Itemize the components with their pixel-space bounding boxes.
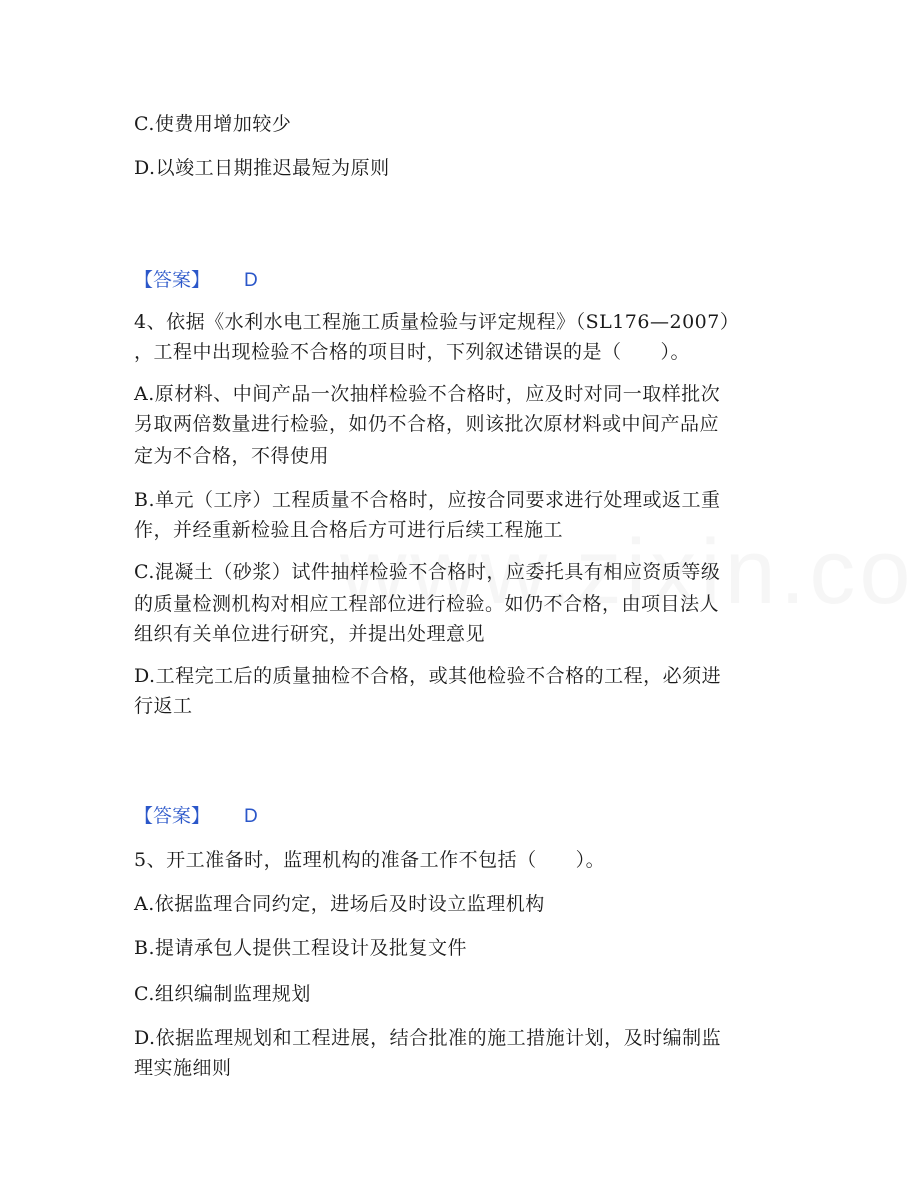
- q4-option-c-line-2: 的质量检测机构对相应工程部位进行检验。如仍不合格，由项目法人: [134, 593, 720, 615]
- q5-option-d-line-1: D.依据监理规划和工程进展，结合批准的施工措施计划，及时编制监: [134, 1027, 722, 1049]
- q4-option-a-line-2: 另取两倍数量进行检验，如仍不合格，则该批次原材料或中间产品应: [134, 413, 720, 435]
- q5-stem-line-1: 5、开工准备时，监理机构的准备工作不包括（ ）。: [134, 849, 606, 871]
- prev-option-d: D.以竣工日期推迟最短为原则: [134, 157, 390, 179]
- q4-option-c-line-3: 组织有关单位进行研究，并提出处理意见: [134, 623, 486, 645]
- q4-option-b-line-2: 作，并经重新检验且合格后方可进行后续工程施工: [134, 519, 564, 541]
- q4-option-d-line-2: 行返工: [134, 695, 193, 717]
- q4-stem-line-1: 4、依据《水利水电工程施工质量检验与评定规程》（SL176—2007）: [134, 311, 740, 333]
- q4-option-b-line-1: B.单元（工序）工程质量不合格时，应按合同要求进行处理或返工重: [134, 489, 721, 511]
- answer-value: D: [244, 806, 258, 827]
- answer-label: 【答案】: [134, 269, 211, 291]
- q4-option-a-line-3: 定为不合格，不得使用: [134, 445, 330, 467]
- answer-4: [134, 800, 258, 833]
- answer-value: D: [244, 270, 258, 291]
- q4-option-a-line-1: A.原材料、中间产品一次抽样检验不合格时，应及时对同一取样批次: [134, 383, 721, 405]
- answer-3: [134, 264, 258, 297]
- q5-option-c-line-1: C.组织编制监理规划: [134, 983, 311, 1005]
- q4-option-d-line-1: D.工程完工后的质量抽检不合格，或其他检验不合格的工程，必须进: [134, 665, 722, 687]
- q5-option-a-line-1: A.依据监理合同约定，进场后及时设立监理机构: [134, 893, 545, 915]
- q5-option-d-line-2: 理实施细则: [134, 1057, 232, 1079]
- prev-option-c: C.使费用增加较少: [134, 113, 292, 135]
- q4-option-c-line-1: C.混凝土（砂浆）试件抽样检验不合格时，应委托具有相应资质等级: [134, 561, 721, 583]
- answer-label: 【答案】: [134, 805, 211, 827]
- q5-option-b-line-1: B.提请承包人提供工程设计及批复文件: [134, 937, 468, 959]
- q4-stem-line-2: ，工程中出现检验不合格的项目时，下列叙述错误的是（ ）。: [134, 341, 691, 363]
